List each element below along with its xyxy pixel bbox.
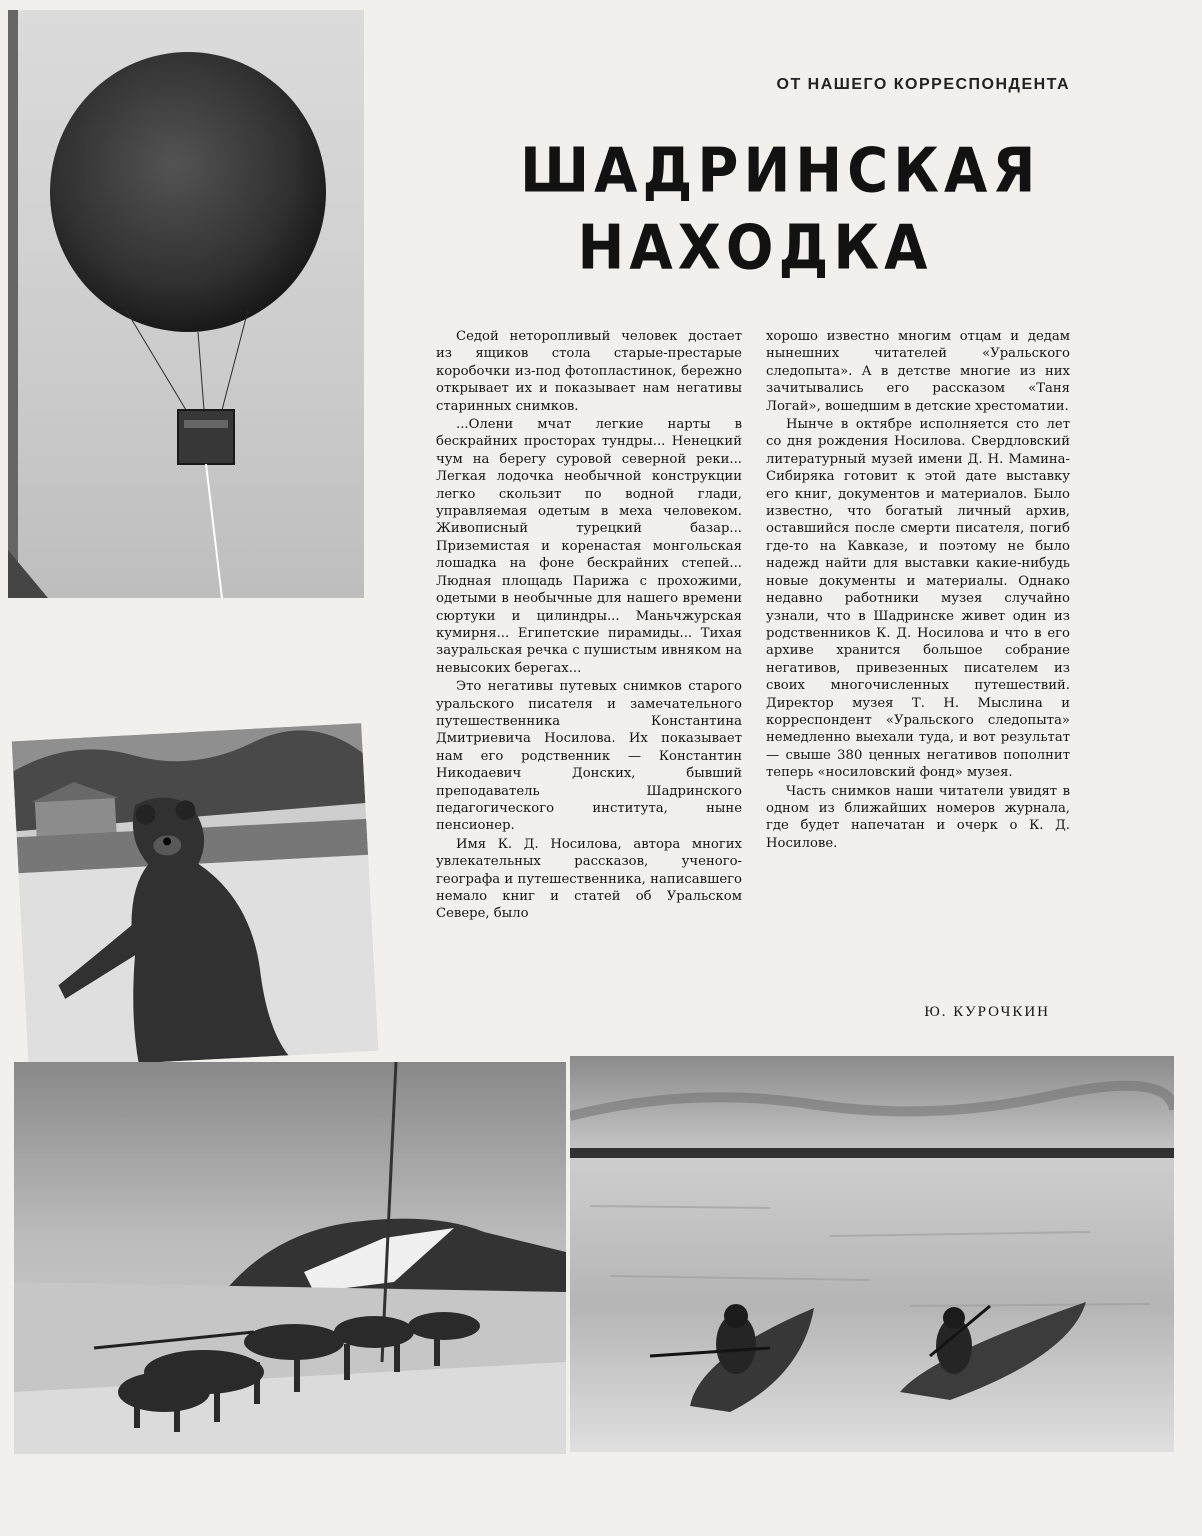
- paragraph: ...Олени мчат легкие нарты в бескрайних просторах тундры... Ненецкий чум на берегу суровой северной реки... Легкая лодочка необычной конструкции легко скользит по водной глади, управляемая одетым в меха человеком. Живописный турецкий базар... Приземистая и коренастая монгольская лошадка на фоне бескрайних степей... Людная площадь Парижа с прохожими, одетыми в необычные для нашего времени сюртуки и цилиндры... Маньчжурская кумирня... Египетские пирамиды... Тихая зауральская речка с пушистым ивняком на невысоких берегах...: [436, 417, 742, 676]
- author-signature: Ю. КУРОЧКИН: [924, 1004, 1050, 1020]
- title-line-2: НАХОДКА: [577, 212, 933, 284]
- reindeer-sled-photo: [14, 1062, 566, 1454]
- paragraph: Имя К. Д. Носилова, автора многих увлекательных рассказов, ученого-географа и путешественника, написавшего немало книг и статей об Уральском Севере, было: [436, 836, 742, 922]
- section-rubric: ОТ НАШЕГО КОРРЕСПОНДЕНТА: [776, 76, 1070, 93]
- bear-photo: [12, 723, 379, 1069]
- balloon-photo: [8, 10, 364, 598]
- kayaks-photo: [570, 1056, 1174, 1452]
- article-column-right: [766, 328, 1070, 853]
- paragraph: Это негативы путевых снимков старого уральского писателя и замечательного путешественника Константина Дмитриевича Носилова. Их показывает нам его родственник — Константин Никодаевич Донских, бывший преподаватель Шадринского педагогического института, ныне пенсионер.: [436, 679, 742, 834]
- article-title: [520, 133, 1041, 287]
- paragraph: хорошо известно многим отцам и дедам нынешних читателей «Уральского следопыта». А в детстве многие из них зачитывались его рассказом «Таня Логай», вошедшим в детские хрестоматии.: [766, 329, 1070, 414]
- paragraph: Нынче в октябре исполняется сто лет со дня рождения Носилова. Свердловский литературный музей имени Д. Н. Мамина-Сибиряка готовит к этой дате выставку его книг, документов и материалов. Было известно, что богатый личный архив, оставшийся после смерти писателя, погиб где-то на Кавказе, и поэтому не было надежд найти для выставки какие-нибудь новые документы и материалы. Однако недавно работники музея случайно узнали, что в Шадринске живет один из родственников К. Д. Носилова и что в его архиве хранится большое собрание негативов, привезенных писателем из своих многочисленных путешествий. Директор музея Т. Н. Мыслина и корреспондент «Уральского следопыта» немедленно выехали туда, и вот результат — свыше 380 ценных негативов пополнит теперь «носиловский фонд» музея.: [766, 417, 1070, 781]
- paragraph: Часть снимков наши читатели увидят в одном из ближайших номеров журнала, где будет напечатан и очерк о К. Д. Носилове.: [766, 783, 1070, 851]
- paragraph: Седой неторопливый человек достает из ящиков стола старые-престарые коробочки из-под фотопластинок, бережно открывает их и показывает нам негативы старинных снимков.: [436, 329, 742, 414]
- article-column-left: [436, 328, 742, 924]
- title-line-1: ШАДРИНСКАЯ: [520, 135, 1041, 207]
